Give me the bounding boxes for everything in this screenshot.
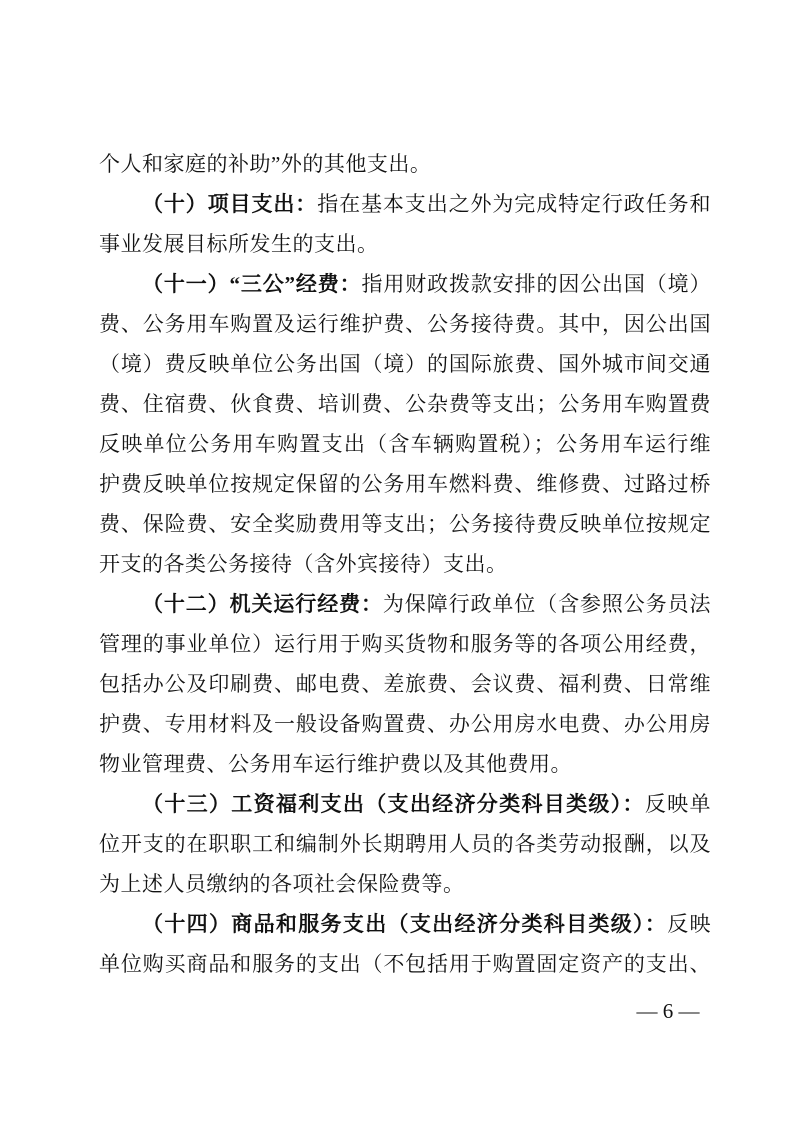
body-text: 反映单位公务用车购置支出（含车辆购置税）；公务用车运行维 <box>99 432 711 456</box>
term-heading: （十三）工资福利支出（支出经济分类科目类级）： <box>142 792 645 816</box>
body-text: 反映 <box>667 912 711 936</box>
body-text: 包括办公及印刷费、邮电费、差旅费、会议费、福利费、日常维 <box>99 672 711 696</box>
text-line <box>99 544 711 584</box>
text-line <box>99 304 711 344</box>
text-line <box>99 384 711 424</box>
text-line <box>99 344 711 384</box>
term-heading: （十一）“三公”经费： <box>142 272 362 296</box>
term-heading: （十二）机关运行经费： <box>142 592 383 616</box>
document-text-block <box>99 144 711 984</box>
text-line <box>99 664 711 704</box>
text-line <box>99 784 711 824</box>
text-line <box>99 704 711 744</box>
body-text: 为保障行政单位（含参照公务员法 <box>382 592 711 616</box>
text-line <box>99 944 711 984</box>
text-line <box>99 224 711 264</box>
body-text: 费、公务用车购置及运行维护费、公务接待费。其中，因公出国 <box>99 312 711 336</box>
body-text: 位开支的在职职工和编制外长期聘用人员的各类劳动报酬，以及 <box>99 832 711 856</box>
body-text: 开支的各类公务接待（含外宾接待）支出。 <box>99 552 508 576</box>
body-text: 反映单 <box>644 792 711 816</box>
body-text: 费、保险费、安全奖励费用等支出；公务接待费反映单位按规定 <box>99 512 711 536</box>
text-line <box>99 824 711 864</box>
text-line <box>99 424 711 464</box>
term-heading: （十四）商品和服务支出（支出经济分类科目类级）： <box>142 912 668 936</box>
body-text: 物业管理费、公务用车运行维护费以及其他费用。 <box>99 752 572 776</box>
page-number: — 6 — <box>636 999 700 1023</box>
body-text: 护费反映单位按规定保留的公务用车燃料费、维修费、过路过桥 <box>99 472 711 496</box>
body-text: 单位购买商品和服务的支出（不包括用于购置固定资产的支出、 <box>99 952 711 976</box>
text-line <box>99 624 711 664</box>
text-line <box>99 744 711 784</box>
body-text: 为上述人员缴纳的各项社会保险费等。 <box>99 872 465 896</box>
body-text: 费、住宿费、伙食费、培训费、公杂费等支出；公务用车购置费 <box>99 392 711 416</box>
text-line <box>99 464 711 504</box>
text-line <box>99 144 711 184</box>
body-text: 指用财政拨款安排的因公出国（境） <box>361 272 711 296</box>
body-text: 管理的事业单位）运行用于购买货物和服务等的各项公用经费， <box>99 632 711 656</box>
body-text: 个人和家庭的补助”外的其他支出。 <box>99 152 432 176</box>
text-line <box>99 864 711 904</box>
body-text: 护费、专用材料及一般设备购置费、办公用房水电费、办公用房 <box>99 712 711 736</box>
text-line <box>99 264 711 304</box>
body-text: 事业发展目标所发生的支出。 <box>99 232 379 256</box>
text-line <box>99 584 711 624</box>
text-line <box>99 904 711 944</box>
text-line <box>99 504 711 544</box>
term-heading: （十）项目支出： <box>142 192 318 216</box>
body-text: （境）费反映单位公务出国（境）的国际旅费、国外城市间交通 <box>99 352 711 376</box>
body-text: 指在基本支出之外为完成特定行政任务和 <box>317 192 711 216</box>
text-line <box>99 184 711 224</box>
